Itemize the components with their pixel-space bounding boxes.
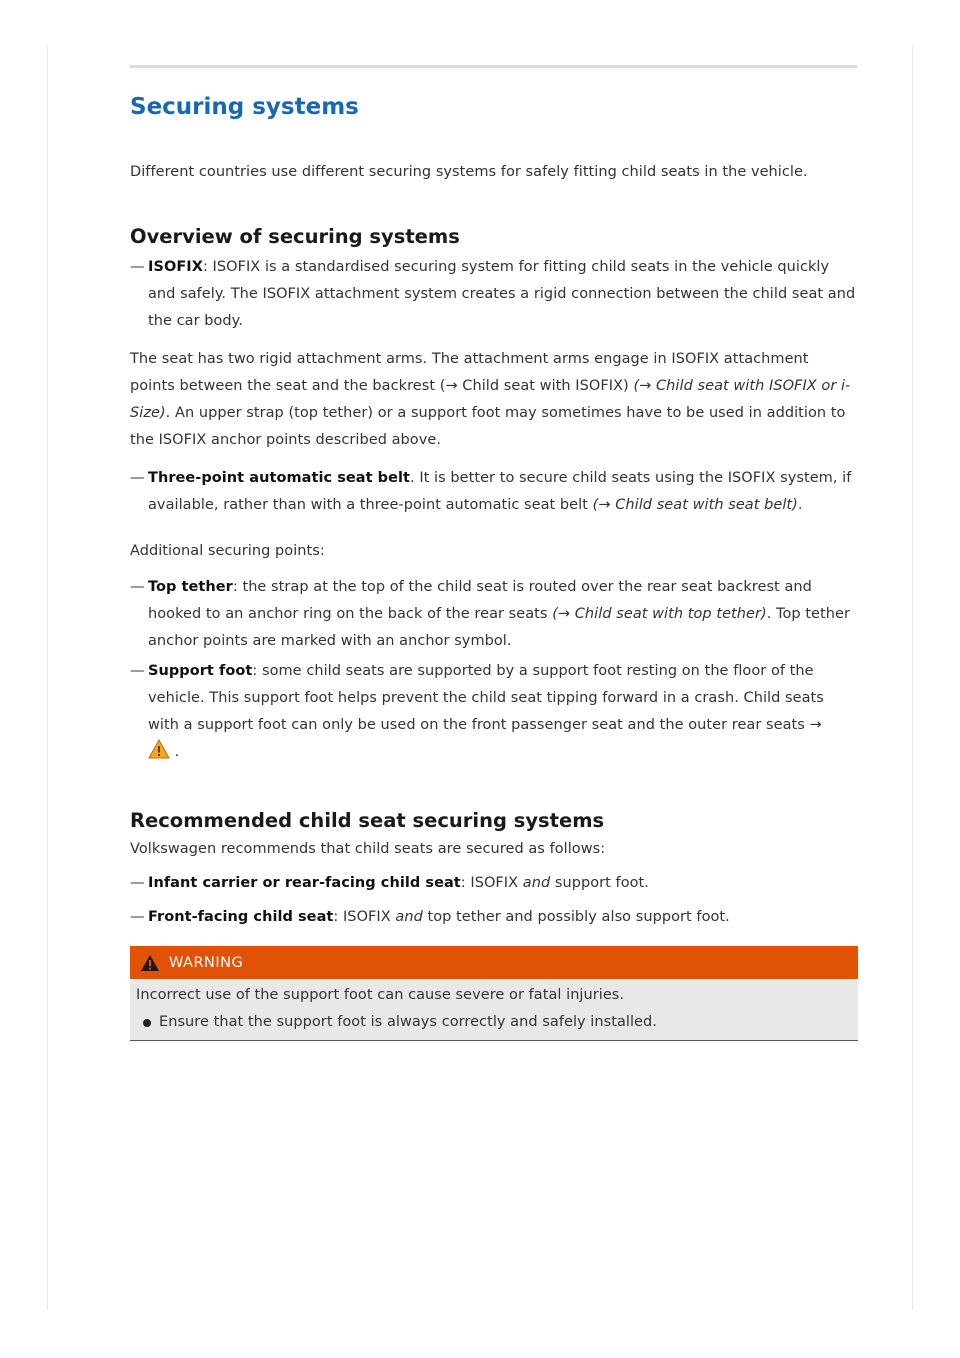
ref-child-seat-isofix[interactable]: → Child seat with ISOFIX): [445, 378, 629, 394]
list-item-top-tether: — Top tether: the strap at the top of the child seat is routed over the rear seat backrest and hooked to an anchor ring on the back of the rear seats (→ Child seat with top tether). Top tether anchor points are marked with an anchor symbol.: [130, 579, 850, 649]
page-border-right: [912, 45, 913, 1310]
warning-text: Incorrect use of the support foot can cause severe or fatal injuries.: [136, 987, 625, 1003]
intro-paragraph: Different countries use different securing systems for safely fitting child seats in the vehicle.: [130, 164, 808, 180]
warning-box: [130, 946, 858, 1041]
warning-header: [130, 946, 858, 979]
attachment-paragraph: The seat has two rigid attachment arms. The attachment arms engage in ISOFIX attachment points between the seat and the backrest (→ Child seat with ISOFIX) (→ Child seat with ISOFIX or i-Size). An upper strap (top tether) or a support foot may sometimes have to be used in addition to the ISOFIX anchor points described above.: [130, 351, 851, 448]
warning-bullet: Ensure that the support foot is always correctly and safely installed.: [136, 1009, 852, 1036]
page-border-left: [47, 45, 48, 1310]
list-item-isofix: — ISOFIX: ISOFIX is a standardised securing system for fitting child seats in the vehicle quickly and safely. The ISOFIX attachment system creates a rigid connection between the child seat and the car body.: [130, 259, 856, 329]
header-rule: [130, 65, 857, 68]
page-content: [130, 88, 858, 1041]
isofix-text: : ISOFIX is a standardised securing system for fitting child seats in the vehicle quickly and safely. The ISOFIX attachment system creates a rigid connection between the child seat and the car body.: [148, 259, 856, 329]
list-item-seat-belt: — Three-point automatic seat belt. It is better to secure child seats using the ISOFIX system, if available, rather than with a three-point automatic seat belt (→ Child seat with seat belt).: [130, 470, 852, 513]
page-title: Securing systems: [130, 94, 359, 120]
overview-heading: Overview of securing systems: [130, 225, 460, 248]
recommended-intro: Volkswagen recommends that child seats are secured as follows:: [130, 841, 606, 857]
front-term: Front-facing child seat: [148, 909, 334, 925]
infant-term: Infant carrier or rear-facing child seat: [148, 875, 461, 891]
recommended-heading: Recommended child seat securing systems: [130, 809, 605, 832]
foot-term: Support foot: [148, 663, 253, 679]
warning-triangle-icon[interactable]: [148, 739, 170, 759]
belt-term: Three-point automatic seat belt: [148, 470, 410, 486]
tether-term: Top tether: [148, 579, 233, 595]
warning-body: [130, 979, 858, 1040]
ref-child-seat-tether[interactable]: (→ Child seat with top tether): [552, 606, 767, 622]
list-item-infant-carrier: — Infant carrier or rear-facing child seat: ISOFIX and support foot.: [130, 875, 649, 891]
additional-points-label: Additional securing points:: [130, 543, 325, 559]
warning-label: WARNING: [169, 954, 244, 971]
warning-icon: [140, 954, 160, 972]
list-item-support-foot: — Support foot: some child seats are supported by a support foot resting on the floor of the vehicle. This support foot helps prevent the child seat tipping forward in a crash. Child seats with a support foot can only be used on the front passenger seat and the outer rear seats → .: [130, 663, 824, 760]
list-item-front-facing: — Front-facing child seat: ISOFIX and top tether and possibly also support foot.: [130, 909, 730, 925]
isofix-term: ISOFIX: [148, 259, 203, 275]
ref-child-seat-isofix-isize[interactable]: (→ Child seat with ISOFIX or i-Size): [130, 378, 851, 421]
ref-child-seat-belt[interactable]: (→ Child seat with seat belt): [592, 497, 798, 513]
